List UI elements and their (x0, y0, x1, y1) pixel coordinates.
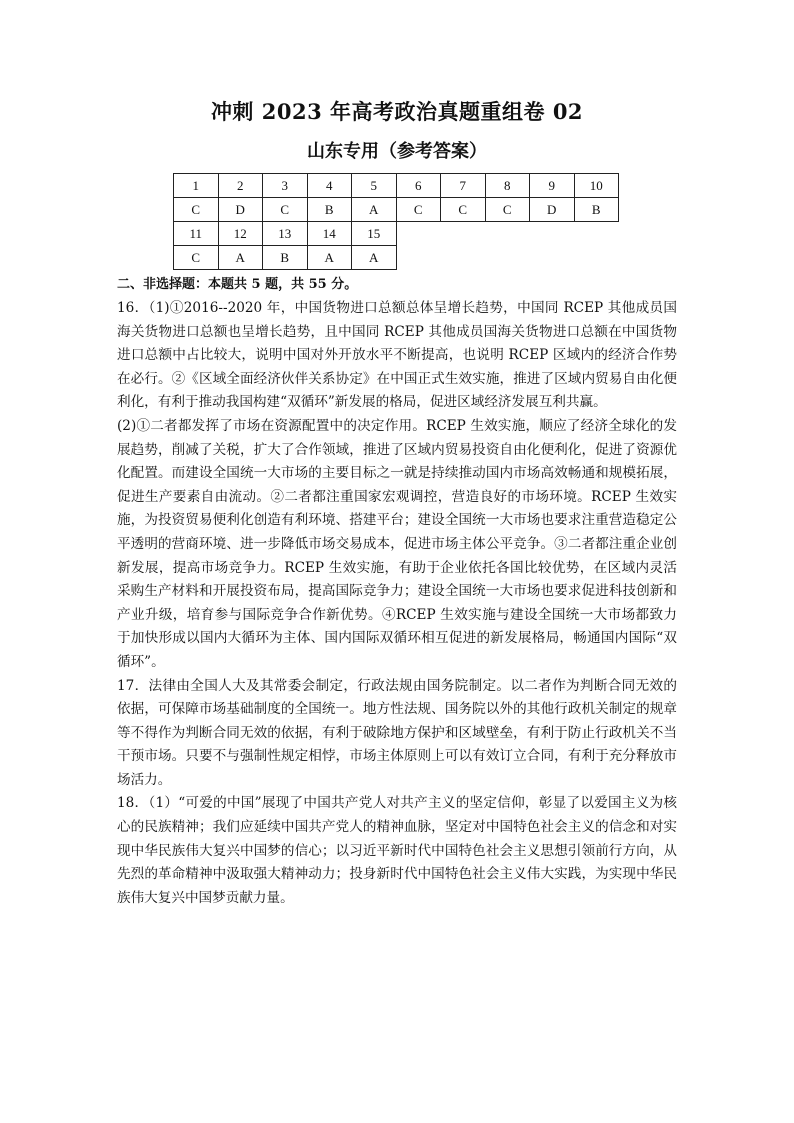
question-number-row (174, 222, 619, 246)
page-title: 冲刺 2023 年高考政治真题重组卷 02 (210, 99, 584, 124)
answer-content (117, 297, 677, 910)
question-number: 12 (218, 222, 263, 246)
question-number: 14 (307, 222, 352, 246)
answer-cell: C (174, 198, 219, 222)
answer-row (174, 198, 619, 222)
question-number: 3 (263, 174, 308, 198)
question-number: 10 (574, 174, 619, 198)
empty-cell (441, 222, 486, 246)
question-number: 4 (307, 174, 352, 198)
question-number: 15 (352, 222, 397, 246)
question-number: 11 (174, 222, 219, 246)
question-number: 6 (396, 174, 441, 198)
answer-cell: B (263, 246, 308, 270)
answer-cell: A (307, 246, 352, 270)
answer-cell: A (218, 246, 263, 270)
question-number: 9 (530, 174, 575, 198)
page-subtitle: 山东专用（参考答案） (307, 141, 487, 162)
empty-cell (396, 222, 441, 246)
answer-cell: A (352, 198, 397, 222)
answer-row (174, 246, 619, 270)
empty-cell (396, 246, 441, 270)
section-heading: 二、非选择题：本题共 5 题，共 55 分。 (117, 277, 358, 292)
answer-paragraph-18: 18．（1）“可爱的中国”展现了中国共产党人对共产主义的坚定信仰，彰显了以爱国主义为核心的民族精神；我们应延续中国共产党人的精神血脉，坚定对中国特色社会主义的信念和对实现中华民族伟大复兴中国梦的信心；以习近平新时代中国特色社会主义思想引领前行方向，从先烈的革命精神中汲取强大精神动力；投身新时代中国特色社会主义伟大实践，为实现中华民族伟大复兴中国梦贡献力量。 (117, 795, 677, 906)
answer-cell: C (263, 198, 308, 222)
question-number: 8 (485, 174, 530, 198)
empty-cell (530, 246, 575, 270)
empty-cell (485, 246, 530, 270)
answer-cell: C (441, 198, 486, 222)
answer-table (173, 173, 619, 270)
answer-cell: A (352, 246, 397, 270)
question-number: 7 (441, 174, 486, 198)
question-number: 1 (174, 174, 219, 198)
question-number: 5 (352, 174, 397, 198)
answer-cell: D (530, 198, 575, 222)
question-number: 13 (263, 222, 308, 246)
answer-paragraph-16-2: (2)①二者都发挥了市场在资源配置中的决定作用。RCEP 生效实施，顺应了经济全球化的发展趋势，削减了关税，扩大了合作领域，推进了区域内贸易投资自由化便利化，促进了资源优化配置。而建设全国统一大市场的主要目标之一就是持续推动国内市场高效畅通和规模拓展，促进生产要素自由流动。②二者都注重国家宏观调控，营造良好的市场环境。RCEP 生效实施，为投资贸易便利化创造有利环境、搭建平台；建设全国统一大市场也要求注重营造稳定公平透明的营商环境、进一步降低市场交易成本，促进市场主体公平竞争。③二者都注重企业创新发展，提高市场竞争力。RCEP 生效实施，有助于企业依托各国比较优势，在区域内灵活采购生产材料和开展投资布局，提高国际竞争力；建设全国统一大市场也要求促进科技创新和产业升级，培育参与国际竞争合作新优势。④RCEP 生效实施与建设全国统一大市场都致力于加快形成以国内大循环为主体、国内国际双循环相互促进的新发展格局，畅通国内国际“双循环”。 (117, 417, 677, 670)
question-number-row (174, 174, 619, 198)
empty-cell (485, 222, 530, 246)
empty-cell (574, 222, 619, 246)
question-number: 2 (218, 174, 263, 198)
empty-cell (441, 246, 486, 270)
answer-cell: C (485, 198, 530, 222)
answer-cell: D (218, 198, 263, 222)
answer-paragraph-16-1: 16．（1)①2016--2020 年，中国货物进口总额总体呈增长趋势，中国同 RCEP 其他成员国海关货物进口总额也呈增长趋势，且中国同 RCEP 其他成员国海关货物进口总额在中国货物进口总额中占比较大，说明中国对外开放水平不断提高，也说明 RCEP 区域内的经济合作势在必行。②《区域全面经济伙伴关系协定》在中国正式生效实施，推进了区域内贸易自由化便利化，有利于推动我国构建“双循环”新发展的格局，促进区域经济发展互利共赢。 (117, 300, 677, 411)
empty-cell (574, 246, 619, 270)
answer-cell: B (307, 198, 352, 222)
answer-cell: B (574, 198, 619, 222)
answer-cell: C (174, 246, 219, 270)
answer-paragraph-17: 17．法律由全国人大及其常委会制定，行政法规由国务院制定。以二者作为判断合同无效的依据，可保障市场基础制度的全国统一。地方性法规、国务院以外的其他行政机关制定的规章等不得作为判断合同无效的依据，有利于破除地方保护和区域壁垒，有利于防止行政机关不当干预市场。只要不与强制性规定相悖，市场主体原则上可以有效订立合同，有利于充分释放市场活力。 (117, 677, 677, 788)
empty-cell (530, 222, 575, 246)
answer-cell: C (396, 198, 441, 222)
